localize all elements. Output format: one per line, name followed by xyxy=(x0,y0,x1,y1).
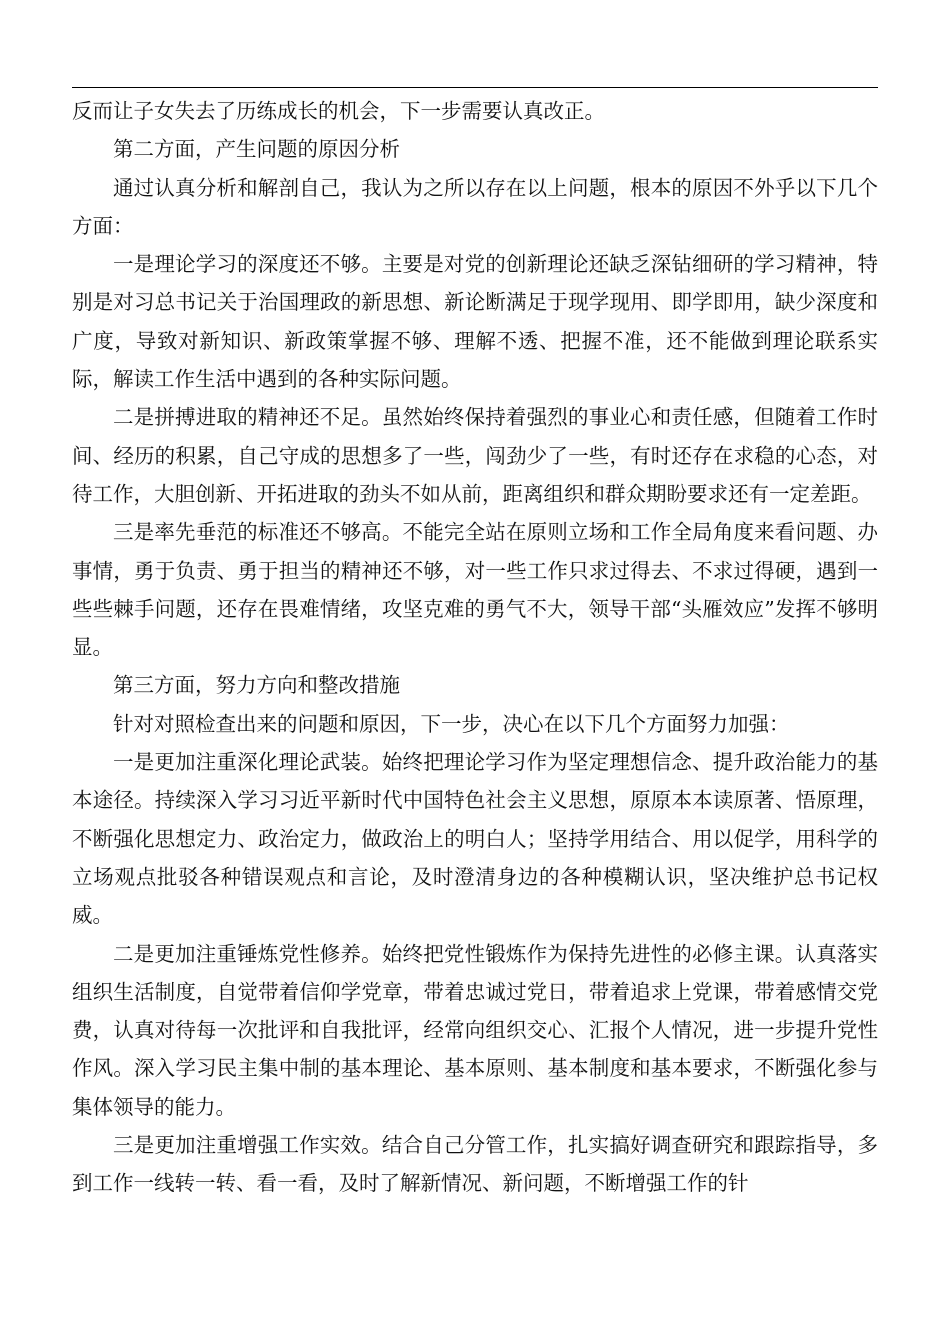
document-body xyxy=(72,92,878,1203)
section-heading-3: 第三方面，努力方向和整改措施 xyxy=(113,673,400,698)
header-rule xyxy=(72,87,878,88)
section-heading-2: 第二方面，产生问题的原因分析 xyxy=(113,137,400,162)
paragraph-continuation: 反而让子女失去了历练成长的机会，下一步需要认真改正。 xyxy=(72,99,605,123)
paragraph: 三是更加注重增强工作实效。结合自己分管工作，扎实搞好调查研究和跟踪指导，多到工作一线转一转、看一看，及时了解新情况、新问题，不断增强工作的针 xyxy=(72,1133,878,1196)
paragraph: 二是拼搏进取的精神还不足。虽然始终保持着强烈的事业心和责任感，但随着工作时间、经历的积累，自己守成的思想多了一些，闯劲少了一些，有时还存在求稳的心态，对待工作，大胆创新、开拓进取的劲头不如从前，距离组织和群众期盼要求还有一定差距。 xyxy=(72,405,878,506)
paragraph: 三是率先垂范的标准还不够高。不能完全站在原则立场和工作全局角度来看问题、办事情，勇于负责、勇于担当的精神还不够，对一些工作只求过得去、不求过得硬，遇到一些些棘手问题，还存在畏难情绪，攻坚克难的勇气不大，领导干部“头雁效应”发挥不够明显。 xyxy=(72,520,878,660)
paragraph: 一是理论学习的深度还不够。主要是对党的创新理论还缺乏深钻细研的学习精神，特别是对习总书记关于治国理政的新思想、新论断满足于现学现用、即学即用，缺少深度和广度，导致对新知识、新政策掌握不够、理解不透、把握不准，还不能做到理论联系实际，解读工作生活中遇到的各种实际问题。 xyxy=(72,252,878,392)
paragraph: 一是更加注重深化理论武装。始终把理论学习作为坚定理想信念、提升政治能力的基本途径。持续深入学习习近平新时代中国特色社会主义思想，原原本本读原著、悟原理，不断强化思想定力、政治定力，做政治上的明白人；坚持学用结合、用以促学，用科学的立场观点批驳各种错误观点和言论，及时澄清身边的各种模糊认识，坚决维护总书记权威。 xyxy=(72,750,878,928)
paragraph: 通过认真分析和解剖自己，我认为之所以存在以上问题，根本的原因不外乎以下几个方面： xyxy=(72,175,878,238)
paragraph: 二是更加注重锤炼党性修养。始终把党性锻炼作为保持先进性的必修主课。认真落实组织生活制度，自觉带着信仰学党章，带着忠诚过党日，带着追求上党课，带着感情交党费，认真对待每一次批评和自我批评，经常向组织交心、汇报个人情况，进一步提升党性作风。深入学习民主集中制的基本理论、基本原则、基本制度和基本要求，不断强化参与集体领导的能力。 xyxy=(72,941,878,1119)
paragraph: 针对对照检查出来的问题和原因，下一步，决心在以下几个方面努力加强： xyxy=(113,711,790,736)
